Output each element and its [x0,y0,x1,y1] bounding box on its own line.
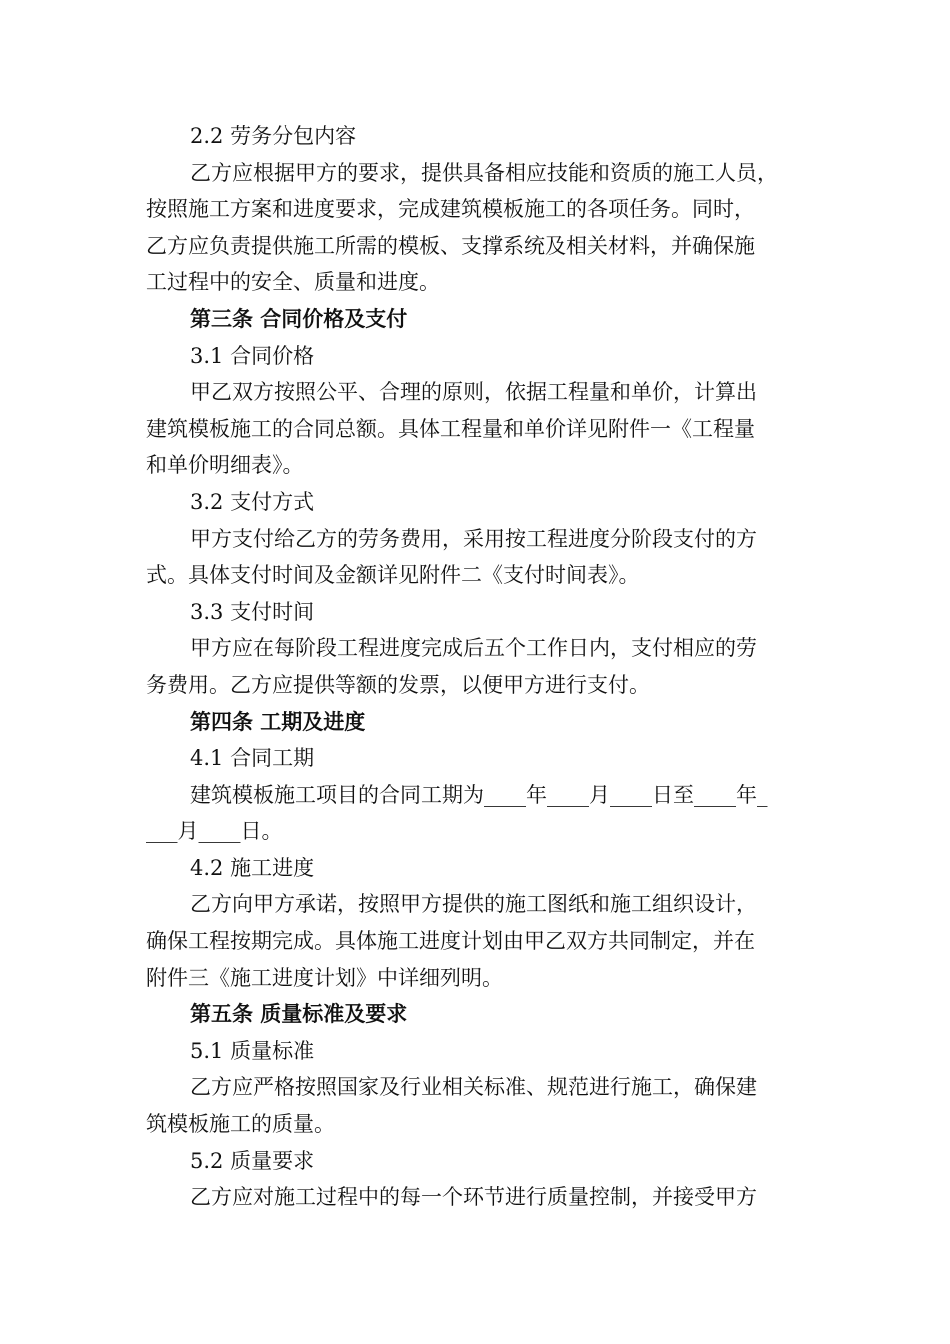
text-line: 式。具体支付时间及金额详见附件二《支付时间表》。 [146,563,640,588]
text-line: 4.1 合同工期 [190,746,315,771]
text-line: 3.2 支付方式 [190,489,315,514]
section-heading: 第三条 合同价格及支付 [190,306,408,331]
section-heading: 第四条 工期及进度 [190,709,366,734]
text-line: 乙方应根据甲方的要求，提供具备相应技能和资质的施工人员， [190,160,778,185]
text-line: 5.1 质量标准 [190,1038,315,1063]
text-line: 甲乙双方按照公平、合理的原则，依据工程量和单价，计算出 [190,380,757,405]
text-line: 甲方支付给乙方的劳务费用，采用按工程进度分阶段支付的方 [190,526,757,551]
text-line: 确保工程按期完成。具体施工进度计划由甲乙双方共同制定，并在 [146,929,755,954]
text-line: 4.2 施工进度 [190,855,315,880]
text-line: 乙方应严格按照国家及行业相关标准、规范进行施工，确保建 [190,1075,757,1100]
text-line: 3.1 合同价格 [190,343,315,368]
text-line: 和单价明细表》。 [146,453,304,478]
section-heading: 第五条 质量标准及要求 [190,1002,408,1027]
text-line: 5.2 质量要求 [190,1148,315,1173]
text-line: 务费用。乙方应提供等额的发票，以便甲方进行支付。 [146,672,650,697]
text-line: 3.3 支付时间 [190,599,315,624]
text-line: 建筑模板施工项目的合同工期为____年____月____日至____年_ [190,782,768,807]
text-line: 筑模板施工的质量。 [146,1112,335,1137]
document-body [146,118,808,1216]
text-line: 附件三《施工进度计划》中详细列明。 [146,965,503,990]
text-line: 乙方向甲方承诺，按照甲方提供的施工图纸和施工组织设计， [190,892,757,917]
text-line: 乙方应负责提供施工所需的模板、支撑系统及相关材料，并确保施 [146,233,755,258]
text-line: 按照施工方案和进度要求，完成建筑模板施工的各项任务。同时， [146,197,755,222]
text-line: 建筑模板施工的合同总额。具体工程量和单价详见附件一《工程量 [146,416,755,441]
text-line: 2.2 劳务分包内容 [190,124,357,148]
text-line: 甲方应在每阶段工程进度完成后五个工作日内，支付相应的劳 [190,636,757,661]
text-line: 工过程中的安全、质量和进度。 [146,270,440,295]
text-line: ___月____日。 [146,819,283,844]
text-line: 乙方应对施工过程中的每一个环节进行质量控制，并接受甲方 [190,1185,757,1210]
